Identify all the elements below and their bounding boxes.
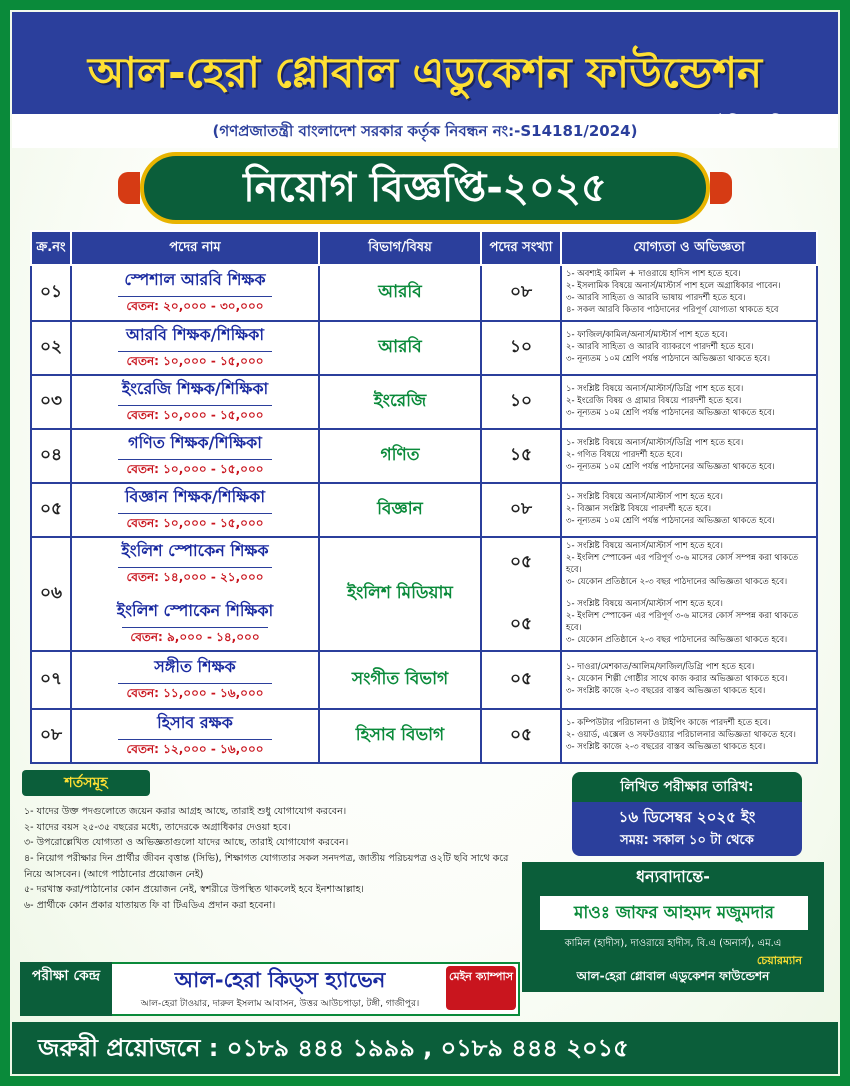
qualification-cell: [561, 483, 817, 537]
terms-list: [24, 804, 520, 914]
qualification-item: ২- যেকোন শিল্পী গোষ্ঠীর সাথে কাজ করার অভিজ্ঞতা থাকতে হবে।: [566, 674, 788, 685]
signer-qualifications: কামিল (হাদীস), দাওরায়ে হাদীস, বি.এ (অনার্স), এম.এ: [564, 938, 782, 949]
exam-center-label: পরীক্ষা কেন্দ্র: [20, 962, 112, 1016]
dept-cell: ইংলিশ মিডিয়াম: [319, 537, 481, 651]
dept-cell: আরবি: [319, 265, 481, 321]
school-address: আল-হেরা টাওয়ার, দারুল ইসলাম আবাসন, উত্তর আউচপাড়া, টঙ্গী, গাজীপুর।: [140, 999, 420, 1009]
header-qualification: যোগ্যতা ও অভিজ্ঞতা: [561, 231, 817, 265]
exam-date-box: [572, 772, 802, 856]
header-serial: ক্র.নং: [31, 231, 71, 265]
serial-cell: ০৫: [31, 483, 71, 537]
qualification-item: ৩- আরবি সাহিত্য ও আরবি ভাষায় পারদর্শী হতে হবে।: [566, 293, 746, 303]
count-cell: ০৫: [481, 709, 561, 763]
qualification-item: ৩- নূন্যতম ১০ম শ্রেণি পর্যন্ত পাঠদানের অভিজ্ঞতা থাকতে হবে।: [566, 461, 775, 472]
signer-name: মাওঃ জাফর আহমদ মজুমদার: [540, 896, 808, 930]
salary: বেতন: ২০,০০০ - ৩০,০০০: [118, 296, 271, 319]
post-name: গণিত শিক্ষক/শিক্ষিকা: [128, 433, 262, 452]
qualification-item: ২- গণিত বিষয়ে পারদর্শী হতে হবে।: [566, 450, 683, 461]
post-name: আরবি শিক্ষক/শিক্ষিকা: [126, 325, 264, 344]
post-name: হিসাব রক্ষক: [157, 713, 233, 732]
footer-contact: জরুরী প্রয়োজনে : ০১৮৯ ৪৪৪ ১৯৯৯ , ০১৮৯ ৪৪৪ ২০১৫: [12, 1022, 838, 1074]
post-cell: [71, 651, 319, 709]
salary: বেতন: ৯,০০০ - ১৪,০০০: [122, 627, 267, 650]
table-row: [31, 651, 817, 709]
table-header-row: [31, 231, 817, 265]
term-item: ৫- দরখাস্ত করা/পাঠানোর কোন প্রয়োজন নেই, স্বশরীরে উপস্থিত থাকলেই হবে ইনশাআল্লাহ।: [24, 884, 364, 896]
qualification-item: ৩- যেকোন প্রতিষ্ঠানে ২-৩ বছর পাঠদানের অভিজ্ঞতা থাকতে হবে।: [566, 577, 788, 588]
serial-cell: ০৭: [31, 651, 71, 709]
qualification-item: ২- ইংরেজি বিষয় ও গ্রামার বিষয়ে পারদর্শী হতে হবে।: [566, 396, 742, 407]
count-cell: [481, 537, 561, 651]
serial-cell: ০২: [31, 321, 71, 375]
salary: বেতন: ১১,০০০ - ১৬,০০০: [118, 683, 271, 706]
qualification-cell: [561, 537, 817, 651]
post-cell: [71, 537, 319, 651]
exam-details: [572, 802, 802, 856]
school-name: আল-হেরা কিড্স হ্যাভেন: [174, 968, 386, 992]
qualification-item: ২- আরবি সাহিত্য ও আরবি ব্যাকরণে পারদর্শী হতে হবে।: [566, 342, 754, 353]
registration-line: (গণপ্রজাতন্ত্রী বাংলাদেশ সরকার কর্তৃক নিবন্ধন নং:-S14181/2024): [12, 114, 838, 148]
salary: বেতন: ১২,০০০ - ১৬,০০০: [118, 739, 271, 762]
term-item: ৪- নিয়োগ পরীক্ষার দিন প্রার্থীর জীবন বৃত্তান্ত (সিভি), শিক্ষাগত যোগ্যতার সকল সনদপত্র, জাতীয় পরিচয়পত্র ও২টি ছবি সাথে করে নিয়ে আসবেন। (আগে পাঠানোর প্রয়োজন নেই): [24, 853, 509, 880]
header-dept: বিভাগ/বিষয়: [319, 231, 481, 265]
qualification-item: ২- ওয়ার্ড, এক্সেল ও সফটওয়্যার পরিচালনার অভিজ্ঞতা থাকতে হবে।: [566, 730, 796, 741]
post-name: ইংলিশ স্পোকেন শিক্ষিকা: [116, 601, 274, 620]
count-value: ০৫: [509, 614, 533, 634]
count-cell: ১০: [481, 321, 561, 375]
post-block: [72, 538, 318, 590]
qualification-item: ১- দাওরা/মেশকাত/আলিম/ফাজিল/ডিগ্রি পাশ হতে হবে।: [566, 662, 755, 673]
header-count: পদের সংখ্যা: [481, 231, 561, 265]
post-name: স্পেশাল আরবি শিক্ষক: [124, 270, 266, 289]
salary: বেতন: ১০,০০০ - ১৫,০০০: [118, 459, 271, 482]
qualification-item: ৩- সংশ্লিষ্ট কাজে ২-৩ বছরের বাস্তব অভিজ্ঞতা থাকতে হবে।: [566, 685, 766, 696]
count-cell: ০৫: [481, 651, 561, 709]
qualification-item: ৩- নূন্যতম ১০ম শ্রেণি পর্যন্ত পাঠদানের অভিজ্ঞতা থাকতে হবে।: [566, 515, 775, 526]
post-cell: [71, 429, 319, 483]
post-cell: [71, 709, 319, 763]
jobs-table: [30, 230, 818, 764]
exam-heading: লিখিত পরীক্ষার তারিখ:: [572, 772, 802, 802]
qualification-item: ১- সংশ্লিষ্ট বিষয়ে অনার্স/মাস্টার্স পাশ হতে হবে।: [566, 541, 723, 552]
term-item: ২- যাদের বয়স ২৫-৩৫ বছরের মধ্যে, তাদেরকে অগ্রাধিকার দেওয়া হবে।: [24, 821, 291, 833]
exam-time: সময়: সকাল ১০ টা থেকে: [620, 833, 754, 848]
qualification-item: ১- কম্পিউটার পরিচালনা ও টাইপিং কাজে পারদর্শী হতে হবে।: [566, 718, 771, 729]
serial-cell: ০৬: [31, 537, 71, 651]
terms-label: শর্তসমূহ: [22, 770, 150, 796]
qualification-item: ১- সংশ্লিষ্ট বিষয়ে অনার্স/মাস্টার্স/ডিগ্রি পাশ হতে হবে।: [566, 384, 744, 395]
qualification-cell: [561, 375, 817, 429]
post-cell: [71, 375, 319, 429]
signer-org: আল-হেরা গ্লোবাল এডুকেশন ফাউন্ডেশন: [576, 969, 770, 983]
notice-title: নিয়োগ বিজ্ঞপ্তি-২০২৫: [140, 152, 710, 224]
salary: বেতন: ১০,০০০ - ১৫,০০০: [118, 513, 271, 536]
dept-cell: বিজ্ঞান: [319, 483, 481, 537]
dept-cell: আরবি: [319, 321, 481, 375]
qualification-item: ৪- সকল আরবি কিতাব পাঠদানের পরিপূর্ণ যোগ্যতা থাকতে হবে: [566, 304, 779, 315]
qualification-item: ১- অবশ্যই কামিল + দাওরায়ে হাদিস পাশ হতে হবে।: [566, 269, 741, 280]
dept-cell: ইংরেজি: [319, 375, 481, 429]
table-row: [31, 265, 817, 321]
qualification-cell: [561, 321, 817, 375]
salary: বেতন: ১০,০০০ - ১৫,০০০: [118, 351, 271, 374]
serial-cell: ০৪: [31, 429, 71, 483]
signer-role: চেয়ারম্যান: [756, 954, 802, 967]
qualification-item: ১- সংশ্লিষ্ট বিষয়ে অনার্স/মাস্টার্স পাশ হতে হবে।: [566, 492, 723, 503]
dept-cell: সংগীত বিভাগ: [319, 651, 481, 709]
table-row: [31, 429, 817, 483]
serial-cell: ০১: [31, 265, 71, 321]
serial-cell: ০৩: [31, 375, 71, 429]
qualification-cell: [561, 265, 817, 321]
post-name: বিজ্ঞান শিক্ষক/শিক্ষিকা: [124, 487, 266, 506]
count-cell: ১৫: [481, 429, 561, 483]
table-row: [31, 375, 817, 429]
count-value: ০৫: [509, 552, 533, 572]
qualification-item: ২- ইসলামিক বিষয়ে অনার্স/মাস্টার্স পাশ হলে অগ্রাধিকার পাবেন।: [566, 281, 781, 292]
qualification-item: ২- বিজ্ঞান সংশ্লিষ্ট বিষয়ে পারদর্শী হতে হবে।: [566, 504, 712, 515]
header-post: পদের নাম: [71, 231, 319, 265]
qualification-item: ১- সংশ্লিষ্ট বিষয়ে অনার্স/মাস্টার্স পাশ হতে হবে।: [566, 599, 723, 609]
term-item: ১- যাদের উক্ত পদগুলোতে জয়েন করার আগ্রহ আছে, তারাই শুধু যোগাযোগ করবেন।: [24, 806, 347, 817]
qualification-item: ২- ইংলিশ স্পোকেন এর পরিপূর্ণ ৩-৬ মাসের কোর্স সম্পন্ন করা থাকতে হবে।: [566, 553, 799, 576]
post-name: সঙ্গীত শিক্ষক: [154, 657, 236, 676]
post-cell: [71, 265, 319, 321]
post-name: ইংরেজি শিক্ষক/শিক্ষিকা: [121, 379, 269, 398]
table-row: [31, 483, 817, 537]
qualification-item: ৩- যেকোন প্রতিষ্ঠানে ২-৩ বছর পাঠদানের অভিজ্ঞতা থাকতে হবে।: [566, 634, 788, 645]
term-item: ৬- প্রার্থীকে কোন প্রকার যাতায়ত ফি বা টিএডিএ প্রদান করা হবেনা।: [24, 900, 276, 912]
signature-heading: ধন্যবাদান্তে-: [636, 867, 710, 886]
count-cell: ০৮: [481, 265, 561, 321]
qualification-item: ৩- সংশ্লিষ্ট কাজে ২-৩ বছরের বাস্তব অভিজ্ঞতা থাকতে হবে।: [566, 741, 766, 752]
table-row: [31, 709, 817, 763]
table-row: [31, 537, 817, 651]
dept-cell: গণিত: [319, 429, 481, 483]
campus-badge: মেইন ক্যাম্পাস: [446, 966, 516, 1010]
table-row: [31, 321, 817, 375]
post-cell: [71, 483, 319, 537]
qualification-item: ৩- নূন্যতম ১০ম শ্রেণি পর্যন্ত পাঠদানের অভিজ্ঞতা থাকতে হবে।: [566, 407, 775, 418]
qualification-cell: [561, 651, 817, 709]
qualification-item: ২- ইংলিশ স্পোকেন এর পরিপূর্ণ ৩-৬ মাসের কোর্স সম্পন্ন করা থাকতে হবে।: [566, 610, 799, 633]
qualification-cell: [561, 709, 817, 763]
post-name: ইংলিশ স্পোকেন শিক্ষক: [121, 541, 269, 560]
qualification-cell: [561, 429, 817, 483]
term-item: ৩- উপরোল্লেখিত যোগ্যতা ও অভিজ্ঞতাগুলো যাদের আছে, তারাই যোগাযোগ করবেন।: [24, 837, 349, 849]
dept-cell: হিসাব বিভাগ: [319, 709, 481, 763]
exam-date: ১৬ ডিসেম্বর ২০২৫ ইং: [618, 808, 756, 826]
qualification-spacer: [566, 589, 812, 599]
count-cell: ০৮: [481, 483, 561, 537]
post-cell: [71, 321, 319, 375]
salary: বেতন: ১০,০০০ - ১৫,০০০: [118, 405, 271, 428]
org-title: আল-হেরা গ্লোবাল এডুকেশন ফাউন্ডেশন: [87, 48, 763, 97]
count-cell: ১০: [481, 375, 561, 429]
post-block: [72, 598, 318, 650]
qualification-item: ১- সংশ্লিষ্ট বিষয়ে অনার্স/মাস্টার্স/ডিগ্রি পাশ হতে হবে।: [566, 438, 744, 449]
salary: বেতন: ১৪,০০০ - ২১,০০০: [118, 567, 271, 590]
qualification-item: ৩- নূন্যতম ১০ম শ্রেণি পর্যন্ত পাঠদানে অভিজ্ঞতা থাকতে হবে।: [566, 353, 771, 364]
serial-cell: ০৮: [31, 709, 71, 763]
qualification-item: ১- ফাজিল/কামিল/অনার্স/মাস্টার্স পাশ হতে হবে।: [566, 330, 728, 341]
